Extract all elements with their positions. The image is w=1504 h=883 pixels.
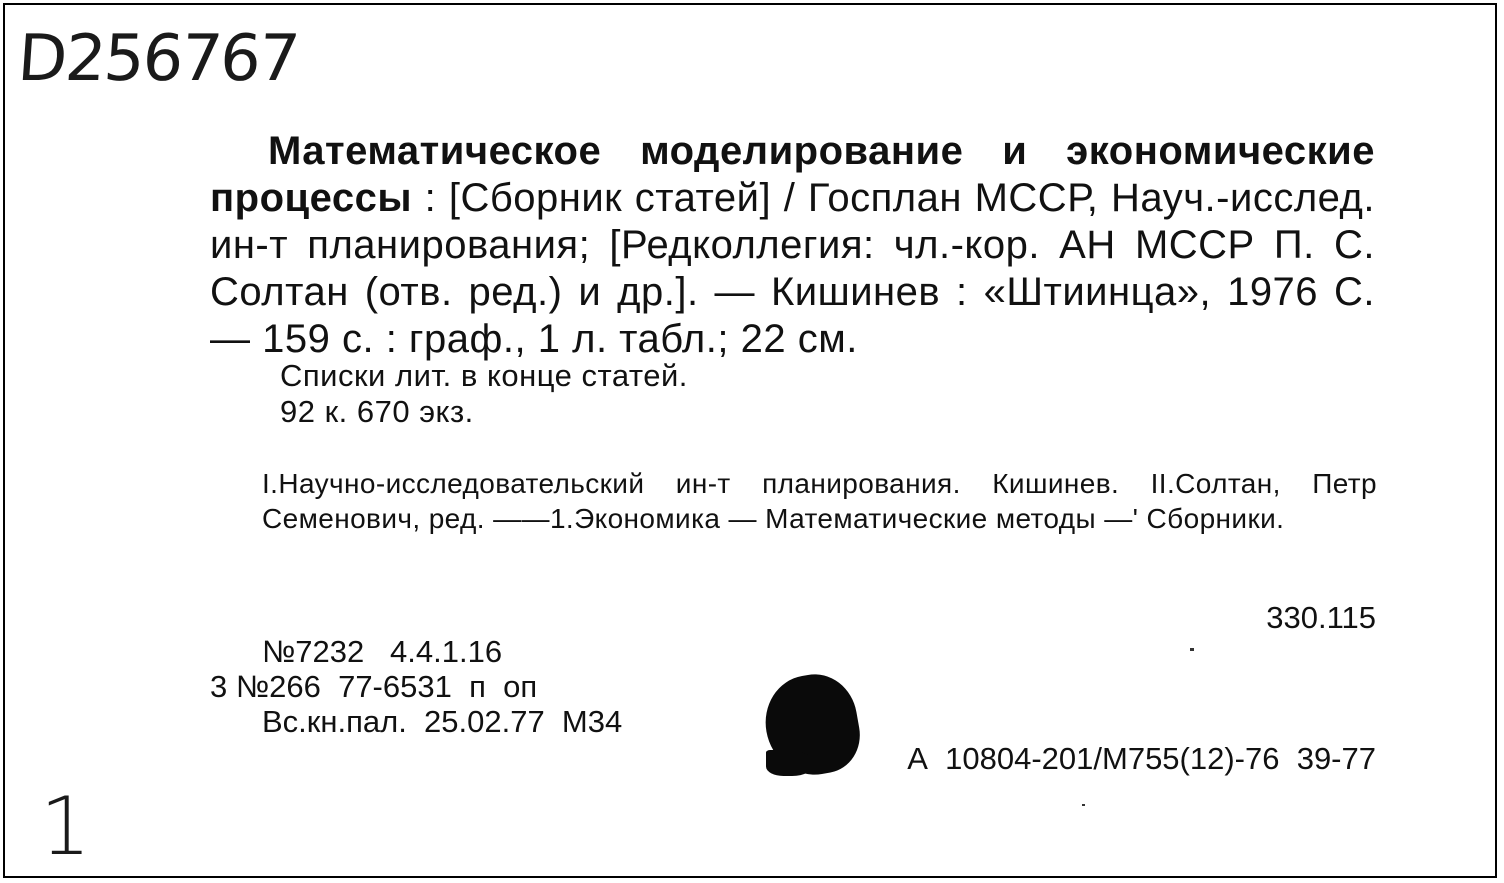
bibliography-note: Списки лит. в конце статей. [280, 358, 688, 393]
bibliographic-description [210, 128, 1375, 363]
tech-line-1: №7232 4.4.1.16 [262, 634, 503, 669]
tech-line-3: Вс.кн.пал. 25.02.77 М34 [262, 704, 623, 739]
description-body: : [Сборник статей] / Госплан МССР, Науч.-исслед. ин-т планирования; [Редколлегия: чл.-кор. АН МССР П. С. Солтан (отв. ред.) и др.]. — Кишинев : «Штиинца», 1976 С. — 159 с. : граф., 1 л. табл.; 22 см. [210, 176, 1375, 361]
price-and-run: 92 к. 670 экз. [280, 394, 474, 429]
book-title: Математическое моделирование и экономические процессы [210, 129, 1375, 220]
tech-line-2-prefix: 3 [210, 669, 228, 704]
speck [1190, 648, 1194, 651]
subject-tracings: I.Научно-исследовательский ин-т планирования. Кишинев. II.Солтан, Петр Семенович, ред. ——1.Экономика — Математические методы —' Сборники. [262, 468, 1377, 534]
speck [1082, 804, 1085, 806]
tech-line-2 [210, 669, 622, 704]
tech-line-2-text: №266 77-6531 п оп [235, 669, 538, 704]
technical-details [210, 634, 622, 739]
accession-number: D256767 [15, 22, 301, 96]
classification-number: 330.115 [1266, 600, 1376, 635]
index-code: А 10804-201/М755(12)-76 39-77 [907, 741, 1376, 776]
ink-blot-tail [766, 750, 814, 776]
copy-number: 1 [40, 780, 91, 873]
